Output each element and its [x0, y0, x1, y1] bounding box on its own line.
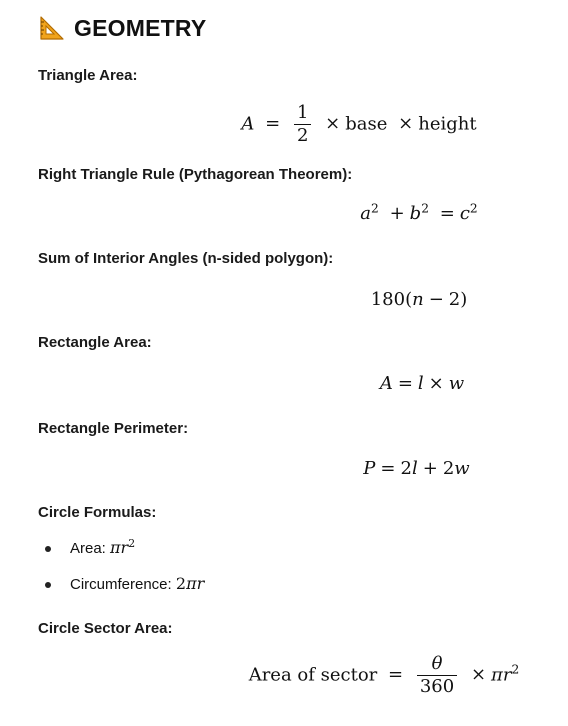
var-l: l [411, 458, 418, 479]
height-word: height [418, 113, 477, 135]
bullet-icon [45, 546, 51, 552]
coef-two: 2 [400, 458, 412, 479]
list-item [38, 574, 204, 610]
var-p: P [363, 458, 376, 479]
page-title: GEOMETRY [74, 14, 207, 41]
circle-area-label: Area: [70, 540, 106, 557]
fraction-denominator: 2 [294, 124, 311, 146]
fraction-numerator: θ [431, 653, 443, 674]
times-sign: × [470, 664, 487, 686]
var-w: w [448, 373, 465, 394]
rectangle-area-formula [0, 373, 568, 394]
interior-angles-formula [0, 289, 568, 310]
pythagorean-label: Right Triangle Rule (Pythagorean Theorem): [38, 166, 353, 183]
exponent: 2 [511, 662, 520, 677]
coef-two: 2 [175, 574, 187, 593]
triangular-ruler-icon [38, 14, 66, 42]
var-w: w [454, 458, 470, 479]
exponent: 2 [371, 201, 379, 216]
equals-sign: = [380, 458, 396, 479]
var-n: n [412, 289, 424, 310]
formula-suffix: ) [460, 289, 468, 310]
equals-sign: = [397, 373, 413, 394]
minus-sign: − [428, 289, 444, 310]
times-sign: × [325, 113, 341, 135]
triangle-area-eq: = [265, 113, 281, 135]
var-a: A [379, 373, 393, 394]
fraction-numerator: 1 [296, 102, 309, 123]
sector-area-formula [0, 654, 568, 697]
var-r: r [502, 664, 512, 686]
rectangle-area-label: Rectangle Area: [38, 334, 152, 351]
exponent: 2 [469, 201, 478, 216]
times-sign: × [398, 113, 414, 135]
equals-sign: = [388, 664, 404, 686]
interior-angles-label: Sum of Interior Angles (n-sided polygon): [38, 250, 334, 267]
triangle-area-lhs: A [241, 113, 255, 135]
plus-sign: + [389, 203, 405, 224]
circumference-label: Circumference: [70, 576, 172, 593]
var-c: c [459, 203, 470, 224]
triangle-area-formula [0, 103, 568, 146]
plus-sign: + [422, 458, 438, 479]
pi-symbol: π [186, 574, 197, 593]
exponent: 2 [421, 201, 429, 216]
fraction-denominator: 360 [417, 675, 457, 697]
coef-two: 2 [442, 458, 455, 479]
equals-sign: = [439, 203, 455, 224]
pi-symbol: π [491, 664, 503, 686]
sector-lhs: Area of sector [248, 664, 378, 686]
fraction-theta-over-360 [417, 654, 457, 697]
bullet-icon [45, 582, 51, 588]
page-title-row [38, 14, 206, 42]
rectangle-perimeter-formula [0, 458, 568, 479]
pythagorean-formula [0, 203, 568, 224]
pi-symbol: π [110, 538, 121, 557]
list-item [38, 538, 204, 574]
circle-formulas-label: Circle Formulas: [38, 504, 157, 521]
var-b: b [409, 203, 422, 224]
times-sign: × [428, 373, 444, 394]
var-r: r [196, 574, 205, 593]
var-r: r [120, 538, 129, 557]
circle-formulas-list [38, 538, 204, 610]
sector-area-label: Circle Sector Area: [38, 620, 173, 637]
fraction-one-half [294, 103, 311, 146]
triangle-area-label: Triangle Area: [38, 67, 138, 84]
constant-two: 2 [448, 289, 461, 310]
rectangle-perimeter-label: Rectangle Perimeter: [38, 420, 189, 437]
exponent: 2 [128, 537, 136, 551]
base-word: base [345, 113, 388, 135]
formula-prefix: 180( [370, 289, 413, 310]
circle-area-formula [110, 538, 135, 557]
var-a: a [360, 203, 372, 224]
circumference-formula [176, 574, 204, 593]
var-l: l [417, 373, 424, 394]
